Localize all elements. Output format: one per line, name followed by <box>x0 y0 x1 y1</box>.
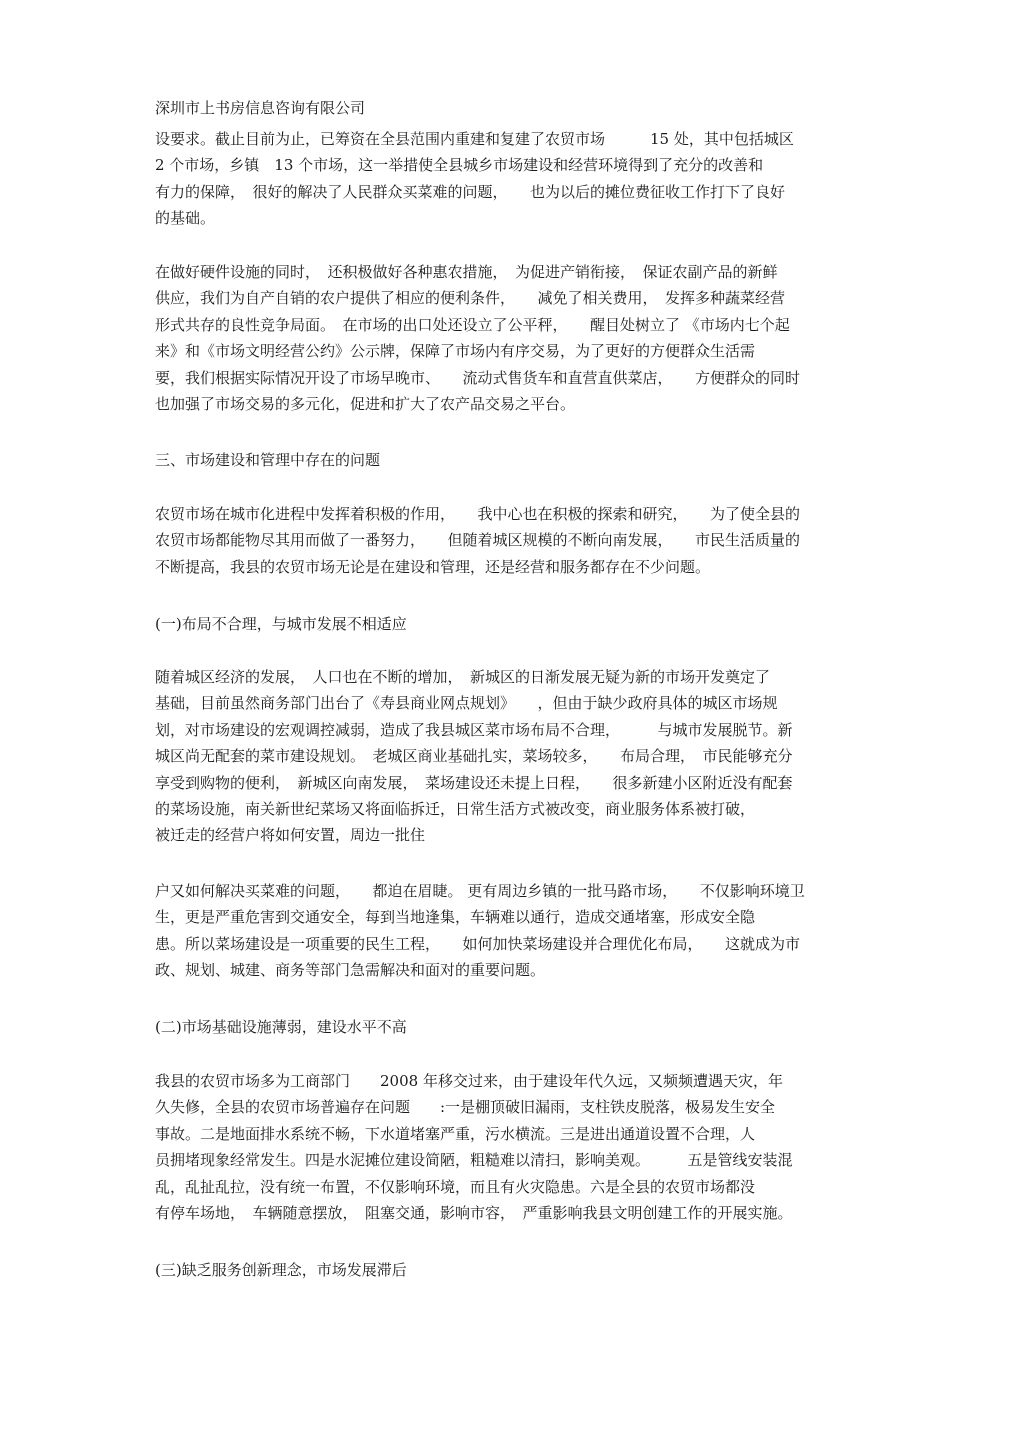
paragraph-infrastructure-issue <box>155 1068 870 1226</box>
text-line: 事故。二是地面排水系统不畅，下水道堵塞严重，污水横流。三是进出通道设置不合理，人 <box>155 1124 756 1143</box>
text-line: 随着城区经济的发展， 人口也在不断的增加， 新城区的日渐发展无疑为新的市场开发奠定了 <box>155 668 771 686</box>
company-header: 深圳市上书房信息咨询有限公司 <box>155 99 366 117</box>
text-line: 久失修，全县的农贸市场普遍存在问题 :一是棚顶破旧漏雨，支柱铁皮脱落，极易发生安全 <box>155 1098 776 1117</box>
paragraph-layout-continued <box>155 878 870 984</box>
text-line: 农贸市场在城市化进程中发挥着积极的作用， 我中心也在积极的探索和研究， 为了使全县的 <box>155 505 801 523</box>
text-line: 划，对市场建设的宏观调控减弱，造成了我县城区菜市场布局不合理， 与城市发展脱节。新 <box>155 720 793 739</box>
text-line: 城区尚无配套的菜市建设规划。 老城区商业基础扎实，菜场较多， 布局合理， 市民能够充分 <box>155 747 793 766</box>
text-line: 生，更是严重危害到交通安全，每到当地逢集，车辆难以通行，造成交通堵塞，形成安全隐 <box>155 908 756 927</box>
subheading-service-innovation: (三)缺乏服务创新理念，市场发展滞后 <box>155 1261 407 1279</box>
text-line: 享受到购物的便利， 新城区向南发展， 菜场建设还未提上日程， 很多新建小区附近没有配套 <box>155 773 793 792</box>
text-line: 2 个市场，乡镇 13 个市场，这一举措使全县城乡市场建设和经营环境得到了充分的改善和 <box>155 156 764 175</box>
text-line: 要，我们根据实际情况开设了市场早晚市、 流动式售货车和直营直供菜店， 方便群众的同时 <box>155 368 801 387</box>
section-heading-problems: 三、市场建设和管理中存在的问题 <box>155 451 381 469</box>
paragraph-problems-intro <box>155 501 870 580</box>
text-line: 基础，目前虽然商务部门出台了《寿县商业网点规划》 ，但由于缺少政府具体的城区市场规 <box>155 694 778 713</box>
text-line: 供应，我们为自产自销的农户提供了相应的便利条件， 减免了相关费用， 发挥多种蔬菜经营 <box>155 289 786 308</box>
text-line: 设要求。截止目前为止，已筹资在全县范围内重建和复建了农贸市场 15 处，其中包括城区 <box>155 130 794 148</box>
text-line: 户又如何解决买菜难的问题， 都迫在眉睫。 更有周边乡镇的一批马路市场， 不仅影响环境卫 <box>155 882 805 900</box>
text-line: 也加强了市场交易的多元化，促进和扩大了农产品交易之平台。 <box>155 394 576 413</box>
subheading-layout: (一)布局不合理，与城市发展不相适应 <box>155 615 407 633</box>
text-line: 有力的保障， 很好的解决了人民群众买菜难的问题， 也为以后的摊位费征收工作打下了良好 <box>155 182 786 201</box>
text-line: 患。所以菜场建设是一项重要的民生工程， 如何加快菜场建设并合理优化布局， 这就成为市 <box>155 934 801 953</box>
subheading-infrastructure: (二)市场基础设施薄弱，建设水平不高 <box>155 1018 407 1036</box>
paragraph-layout-issue <box>155 664 870 849</box>
text-line: 乱，乱扯乱拉，没有统一布置，不仅影响环境，而且有火灾隐患。六是全县的农贸市场都没 <box>155 1177 756 1196</box>
paragraph-market-construction <box>155 126 870 232</box>
text-line: 形式共存的良性竞争局面。 在市场的出口处还设立了公平秤， 醒目处树立了 《市场内七个起 <box>155 315 790 334</box>
text-line: 在做好硬件设施的同时， 还积极做好各种惠农措施， 为促进产销衔接， 保证农副产品的新鲜 <box>155 263 778 281</box>
text-line: 的菜场设施，南关新世纪菜场又将面临拆迁，日常生活方式被改变，商业服务体系被打破， <box>155 799 756 818</box>
text-line: 我县的农贸市场多为工商部门 2008 年移交过来，由于建设年代久远，又频频遭遇天灾，年 <box>155 1072 783 1090</box>
text-line: 来》和《市场文明经营公约》公示牌，保障了市场内有序交易，为了更好的方便群众生活需 <box>155 342 756 361</box>
text-line: 政、规划、城建、商务等部门急需解决和面对的重要问题。 <box>155 961 546 980</box>
paragraph-farmer-support <box>155 259 870 417</box>
text-line: 农贸市场都能物尽其用而做了一番努力， 但随着城区规模的不断向南发展， 市民生活质量的 <box>155 531 801 550</box>
text-line: 的基础。 <box>155 209 216 228</box>
text-line: 有停车场地， 车辆随意摆放， 阻塞交通，影响市容， 严重影响我县文明创建工作的开展实施。 <box>155 1203 793 1222</box>
text-line: 被迁走的经营户将如何安置，周边一批住 <box>155 826 426 845</box>
text-line: 不断提高，我县的农贸市场无论是在建设和管理，还是经营和服务都存在不少问题。 <box>155 557 711 576</box>
text-line: 员拥堵现象经常发生。四是水泥摊位建设简陋，粗糙难以清扫，影响美观。 五是管线安装混 <box>155 1151 793 1170</box>
